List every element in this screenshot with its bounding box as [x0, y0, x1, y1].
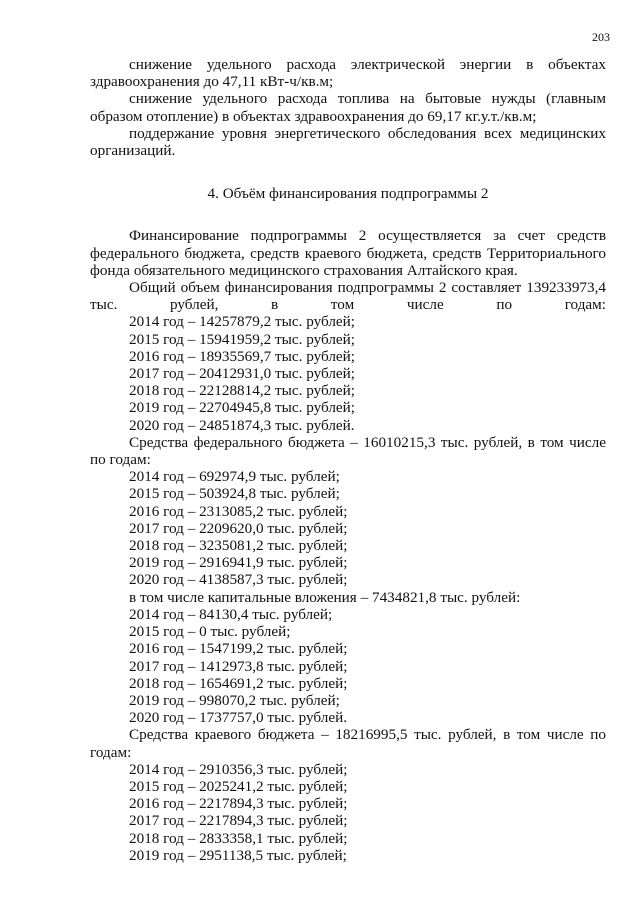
year-line: 2016 год – 18935569,7 тыс. рублей;	[129, 347, 356, 365]
federal-budget-text: Средства федерального бюджета – 16010215,3 тыс. рублей, в том числе по годам:	[90, 433, 606, 469]
year-line: 2017 год – 1412973,8 тыс. рублей;	[129, 657, 348, 675]
financing-paragraph: Финансирование подпрограммы 2 осуществляется за счет средств федерального бюджета, средств краевого бюджета, средств Территориального фонда обязательного медицинского страхования Алтайского края.	[90, 227, 606, 279]
year-line: 2019 год – 998070,2 тыс. рублей;	[129, 691, 340, 709]
year-line: 2019 год – 22704945,8 тыс. рублей;	[129, 399, 356, 417]
year-line: 2020 год – 24851874,3 тыс. рублей.	[129, 416, 355, 434]
year-line: 2015 год – 0 тыс. рублей;	[129, 623, 291, 641]
regional-budget-text: Средства краевого бюджета – 18216995,5 тыс. рублей, в том числе по годам:	[90, 726, 606, 761]
year-line: 2015 год – 15941959,2 тыс. рублей;	[129, 330, 356, 348]
year-line: 2016 год – 1547199,2 тыс. рублей;	[129, 640, 348, 658]
intro-paragraph-electricity: снижение удельного расхода электрической энергии в объектах здравоохранения до 47,11 кВт-ч/кв.м;	[90, 56, 606, 91]
year-line: 2020 год – 1737757,0 тыс. рублей.	[129, 709, 347, 727]
year-line: 2018 год – 2833358,1 тыс. рублей;	[129, 829, 348, 847]
year-line: 2016 год – 2313085,2 тыс. рублей;	[129, 502, 348, 520]
year-line: 2014 год – 14257879,2 тыс. рублей;	[129, 313, 356, 331]
year-line: 2015 год – 2025241,2 тыс. рублей;	[129, 777, 348, 795]
year-line: 2018 год – 1654691,2 тыс. рублей;	[129, 674, 348, 692]
federal-years-list	[90, 468, 606, 588]
year-line: 2020 год – 4138587,3 тыс. рублей;	[129, 571, 348, 589]
page-number: 203	[592, 30, 610, 44]
year-line: 2014 год – 692974,9 тыс. рублей;	[129, 468, 340, 486]
regional-years-list	[90, 761, 606, 864]
capital-years-list	[90, 606, 606, 726]
year-line: 2018 год – 22128814,2 тыс. рублей;	[129, 382, 356, 400]
year-line: 2015 год – 503924,8 тыс. рублей;	[129, 485, 340, 503]
year-line: 2019 год – 2951138,5 тыс. рублей;	[129, 846, 347, 864]
year-line: 2018 год – 3235081,2 тыс. рублей;	[129, 537, 348, 555]
year-line: 2017 год – 2217894,3 тыс. рублей;	[129, 812, 348, 830]
document-body	[90, 56, 606, 864]
year-line: 2017 год – 2209620,0 тыс. рублей;	[129, 519, 348, 537]
intro-paragraph-fuel: снижение удельного расхода топлива на бытовые нужды (главным образом отопление) в объектах здравоохранения до 69,17 кг.у.т./кв.м;	[90, 90, 606, 125]
year-line: 2019 год – 2916941,9 тыс. рублей;	[129, 554, 348, 572]
year-line: 2014 год – 2910356,3 тыс. рублей;	[129, 760, 348, 778]
total-years-list	[90, 313, 606, 433]
year-line: 2016 год – 2217894,3 тыс. рублей;	[129, 795, 348, 813]
total-financing-text: Общий объем финансирования подпрограммы 2 составляет 139233973,4 тыс. рублей, в том числе по годам:	[90, 279, 606, 314]
section-heading: 4. Объём финансирования подпрограммы 2	[207, 185, 489, 203]
capital-investments-text: в том числе капитальные вложения – 7434821,8 тыс. рублей:	[129, 588, 521, 606]
year-line: 2014 год – 84130,4 тыс. рублей;	[129, 605, 333, 623]
year-line: 2017 год – 20412931,0 тыс. рублей;	[129, 365, 356, 383]
intro-paragraph-audit: поддержание уровня энергетического обследования всех медицинских организаций.	[90, 124, 606, 160]
